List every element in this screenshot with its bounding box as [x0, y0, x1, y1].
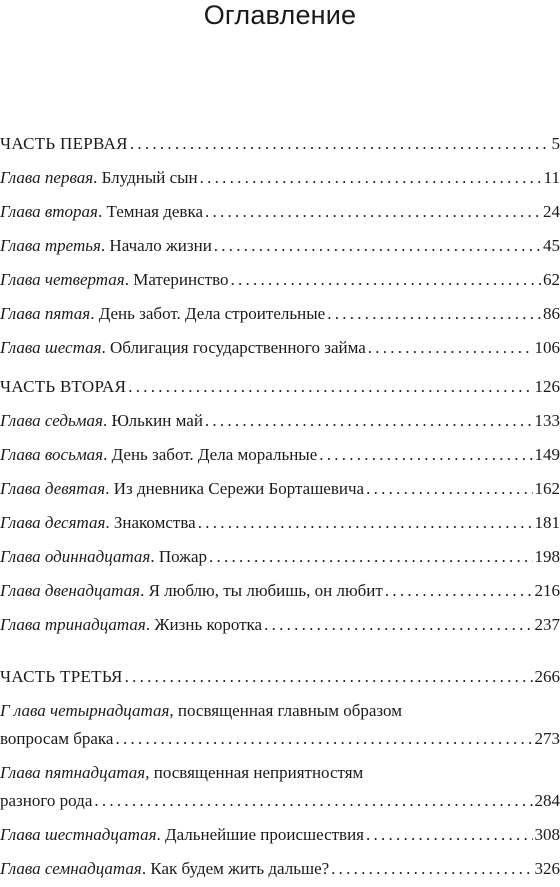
chapter-number: Глава шестая — [0, 338, 102, 357]
dot-leader — [198, 512, 533, 534]
toc-chapter-entry-line2[interactable] — [0, 790, 560, 812]
part-title: ЧАСТЬ ВТОРАЯ — [0, 377, 127, 396]
chapter-name: Юлькин май — [111, 411, 203, 430]
chapter-number: Глава одиннадцатая — [0, 547, 151, 566]
part-title: ЧАСТЬ ПЕРВАЯ — [0, 134, 128, 153]
chapter-number: Глава восьмая — [0, 445, 104, 464]
dot-leader — [125, 666, 533, 688]
dot-leader — [128, 376, 532, 398]
chapter-name: День забот. Дела строительные — [98, 304, 326, 323]
toc-chapter-entry[interactable] — [0, 201, 560, 223]
toc-chapter-entry[interactable] — [0, 824, 560, 846]
page-number: 126 — [534, 377, 560, 396]
page-number: 216 — [534, 581, 560, 600]
toc-chapter-entry-line2[interactable] — [0, 728, 560, 750]
chapter-heading: Глава первая. Блудный сын — [0, 168, 198, 187]
dot-leader — [230, 269, 541, 291]
chapter-heading: Глава одиннадцатая. Пожар — [0, 547, 207, 566]
chapter-number: Глава пятнадцатая, — [0, 763, 150, 782]
toc-chapter-entry[interactable] — [0, 478, 560, 500]
chapter-name-part1: посвященная неприятностям — [153, 763, 364, 782]
part-title: ЧАСТЬ ТРЕТЬЯ — [0, 667, 123, 686]
toc-chapter-entry[interactable] — [0, 512, 560, 534]
chapter-heading: Глава девятая. Из дневника Сережи Борташевича — [0, 479, 365, 498]
chapter-heading: Глава тринадцатая. Жизнь коротка — [0, 615, 263, 634]
toc-chapter-entry[interactable] — [0, 167, 560, 189]
toc-part-entry[interactable] — [0, 376, 560, 398]
page-number: 86 — [543, 304, 560, 323]
toc-chapter-entry-line1[interactable] — [0, 700, 560, 722]
dot-leader — [368, 337, 533, 359]
chapter-number: Глава первая — [0, 168, 94, 187]
chapter-heading: Глава восьмая. День забот. Дела моральные — [0, 445, 318, 464]
chapter-number: Глава семнадцатая — [0, 859, 142, 878]
page-number: 181 — [534, 513, 560, 532]
dot-leader — [385, 580, 533, 602]
chapter-number: Глава вторая — [0, 202, 98, 221]
dot-leader — [94, 790, 532, 812]
toc-chapter-entry-line1[interactable] — [0, 762, 560, 784]
chapter-name-part2: вопросам брака — [0, 729, 114, 748]
chapter-name: Облигация государственного займа — [110, 338, 366, 357]
dot-leader — [209, 546, 533, 568]
page-number: 24 — [543, 202, 560, 221]
page-number: 149 — [534, 445, 560, 464]
dot-leader — [205, 410, 533, 432]
chapter-name: Из дневника Сережи Борташевича — [113, 479, 365, 498]
dot-leader — [327, 303, 541, 325]
dot-leader — [366, 478, 532, 500]
toc-part-entry[interactable] — [0, 666, 560, 688]
chapter-name: Жизнь коротка — [154, 615, 263, 634]
page-number: 237 — [534, 615, 560, 634]
page-number: 273 — [534, 729, 560, 748]
chapter-number: Глава девятая — [0, 479, 106, 498]
toc-chapter-entry[interactable] — [0, 580, 560, 602]
dot-leader — [200, 167, 542, 189]
chapter-name: Я люблю, ты любишь, он любит — [148, 581, 383, 600]
chapter-name: Блудный сын — [101, 168, 198, 187]
dot-leader — [366, 824, 533, 846]
chapter-heading: Глава седьмая. Юлькин май — [0, 411, 203, 430]
toc-chapter-entry[interactable] — [0, 858, 560, 880]
toc-chapter-entry[interactable] — [0, 235, 560, 257]
chapter-heading: Глава десятая. Знакомства — [0, 513, 196, 532]
chapter-heading: Глава вторая. Темная девка — [0, 202, 203, 221]
toc-chapter-entry[interactable] — [0, 410, 560, 432]
page-number: 198 — [534, 547, 560, 566]
toc-chapter-entry[interactable] — [0, 269, 560, 291]
toc-chapter-entry[interactable] — [0, 337, 560, 359]
chapter-number: Глава седьмая — [0, 411, 103, 430]
page-number: 106 — [534, 338, 560, 357]
page-number: 133 — [534, 411, 560, 430]
toc-chapter-entry[interactable] — [0, 614, 560, 636]
chapter-name: Дальнейшие происшествия — [165, 825, 364, 844]
chapter-number: Глава тринадцатая — [0, 615, 146, 634]
page-number: 266 — [534, 667, 560, 686]
chapter-number: Глава третья — [0, 236, 101, 255]
page-number: 11 — [543, 168, 560, 187]
chapter-heading: Глава семнадцатая. Как будем жить дальше? — [0, 859, 330, 878]
chapter-name: День забот. Дела моральные — [111, 445, 318, 464]
chapter-name: Пожар — [158, 547, 207, 566]
chapter-heading: Глава двенадцатая. Я люблю, ты любишь, он любит — [0, 581, 383, 600]
chapter-heading — [0, 762, 363, 784]
chapter-name: Знакомства — [113, 513, 196, 532]
dot-leader — [214, 235, 541, 257]
page-number: 45 — [543, 236, 560, 255]
chapter-number: Глава пятая — [0, 304, 91, 323]
chapter-name: Начало жизни — [109, 236, 212, 255]
page-number: 62 — [543, 270, 560, 289]
chapter-heading: Глава пятая. День забот. Дела строительные — [0, 304, 326, 323]
dot-leader — [115, 728, 532, 750]
dot-leader — [264, 614, 532, 636]
chapter-name-part2: разного рода — [0, 791, 93, 810]
dot-leader — [205, 201, 541, 223]
chapter-number: Глава двенадцатая — [0, 581, 141, 600]
chapter-heading: Глава шестнадцатая. Дальнейшие происшествия — [0, 825, 364, 844]
toc-chapter-entry[interactable] — [0, 546, 560, 568]
page-number: 284 — [534, 791, 560, 810]
dot-leader — [331, 858, 532, 880]
page-number: 162 — [534, 479, 560, 498]
chapter-number: Г лава четырнадцатая, — [0, 701, 174, 720]
chapter-heading: Глава четвертая. Материнство — [0, 270, 229, 289]
dot-leader — [130, 133, 550, 155]
toc-chapter-entry[interactable] — [0, 444, 560, 466]
chapter-heading: Глава третья. Начало жизни — [0, 236, 212, 255]
chapter-name: Материнство — [133, 270, 229, 289]
chapter-name: Темная девка — [106, 202, 203, 221]
chapter-heading: Глава шестая. Облигация государственного займа — [0, 338, 366, 357]
chapter-name: Как будем жить дальше? — [150, 859, 330, 878]
toc-part-entry[interactable] — [0, 133, 560, 155]
page-number: 326 — [534, 859, 560, 878]
toc-chapter-entry[interactable] — [0, 303, 560, 325]
chapter-heading — [0, 700, 402, 722]
chapter-number: Глава четвертая — [0, 270, 125, 289]
chapter-number: Глава шестнадцатая — [0, 825, 157, 844]
chapter-name-part1: посвященная главным образом — [177, 701, 402, 720]
chapter-number: Глава десятая — [0, 513, 106, 532]
dot-leader — [319, 444, 532, 466]
page-number: 5 — [551, 134, 560, 153]
page-title: Оглавление — [203, 0, 357, 30]
page-number: 308 — [534, 825, 560, 844]
